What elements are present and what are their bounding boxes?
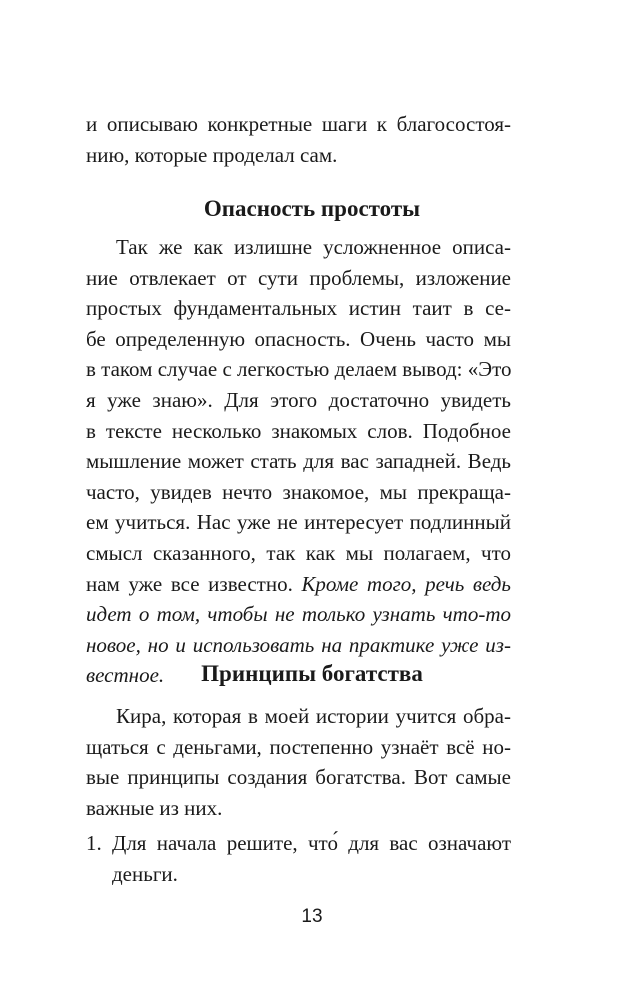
text-regular: нам уже все известно. bbox=[86, 571, 302, 596]
text-line: ем учиться. Нас уже не интересует подлинный bbox=[86, 510, 511, 535]
text-line: вые принципы создания богатства. Вот самые bbox=[86, 765, 511, 790]
text-line: щаться с деньгами, постепенно узнаёт всё но- bbox=[86, 734, 511, 759]
section-paragraph bbox=[86, 232, 511, 691]
text-line-italic: новое, но и использовать на практике уже из- bbox=[86, 632, 511, 657]
text-line: деньги. bbox=[112, 861, 178, 886]
text-line: в тексте несколько знакомых слов. Подобное bbox=[86, 418, 511, 443]
text-italic: Кроме того, речь ведь bbox=[301, 571, 511, 596]
text-line: в таком случае с легкостью делаем вывод: «Это bbox=[86, 357, 512, 382]
text-line: бе определенную опасность. Очень часто мы bbox=[86, 326, 511, 351]
section-paragraph bbox=[86, 701, 511, 823]
text-line: часто, увидев нечто знакомое, мы прекраща- bbox=[86, 479, 511, 504]
text-line: Для начала решите, что́ для вас означают bbox=[112, 831, 511, 855]
text-line: важные из них. bbox=[86, 795, 223, 820]
list-number: 1. bbox=[86, 831, 102, 855]
text-line: простых фундаментальных истин таит в се- bbox=[86, 296, 511, 321]
text-line: Кира, которая в моей истории учится обра- bbox=[116, 704, 511, 728]
text-line: я уже знаю». Для этого достаточно увидеть bbox=[86, 387, 511, 412]
text-line: нию, которые проделал сам. bbox=[86, 142, 338, 167]
section-heading: Принципы богатства bbox=[201, 661, 423, 686]
text-line: Так же как излишне усложненное описа- bbox=[116, 235, 511, 259]
text-line: смысл сказанного, так как мы полагаем, что bbox=[86, 540, 511, 565]
page-number: 13 bbox=[301, 906, 323, 927]
text-line: мышление может стать для вас западней. Ведь bbox=[86, 449, 511, 474]
intro-paragraph bbox=[86, 109, 511, 170]
section-heading: Опасность простоты bbox=[203, 196, 421, 221]
list-item bbox=[86, 828, 511, 889]
text-line: и описываю конкретные шаги к благосостоя- bbox=[86, 112, 511, 136]
text-line-italic: идет о том, чтобы не только узнать что-то bbox=[86, 602, 511, 627]
text-line: ние отвлекает от сути проблемы, изложение bbox=[86, 265, 511, 290]
text-line-italic: вестное. bbox=[86, 663, 165, 688]
text-line-mixed bbox=[86, 569, 511, 600]
list-item-body bbox=[112, 828, 511, 889]
